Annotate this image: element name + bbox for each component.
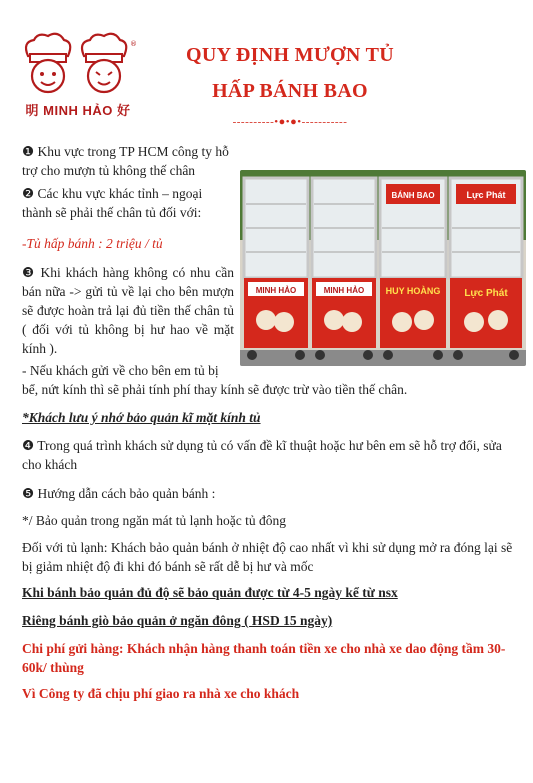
storage-instruction: */ Bảo quản trong ngăn mát tủ lạnh hoặc tủ đông [22,513,286,528]
rule-1: ❶ Khu vực trong TP HCM công ty hỗ trợ cho mượn tủ không thế chân [22,144,229,178]
frozen-shelf-life-note: Riêng bánh giò bảo quản ở ngăn đông ( HSD 15 ngày) [22,613,333,628]
fridge-instruction: Đối với tủ lạnh: Khách bảo quản bánh ở nhiệt độ cao nhất vì khi sử dụng mở ra đóng lại sẽ bị giảm nhiệt độ đi khi đó bánh sẽ rất dễ bị hư và mốc [22,540,513,574]
rule-3-note-part1: - Nếu khách gửi về cho bên em tủ bị [22,363,219,378]
svg-text:®: ® [130,40,137,48]
page-title-line2: HẤP BÁNH BAO [212,80,368,102]
shipping-cost: Chi phí gửi hàng: Khách nhận hàng thanh toán tiền xe cho nhà xe dao động tầm 30-60k/ thùng [22,641,506,675]
cabinet-label-huy-hoang: HUY HOÀNG [385,286,441,296]
cabinet-label-luc-phat: Lực Phát [464,288,508,299]
steamer-cabinets-photo [240,170,526,366]
cabinet-label-banh-bao: BÁNH BAO [391,191,435,200]
shipping-note: Vì Công ty đã chịu phí giao ra nhà xe cho khách [22,686,300,701]
rule-4: ❹ Trong quá trình khách sử dụng tủ có vấn đề kĩ thuật hoặc hư bên em sẽ hỗ trợ đổi, sửa cho khách [22,438,502,472]
cabinet-label-luc-phat-top: Lực Phát [466,190,506,200]
rule-2: ❷ Các khu vực khác tỉnh – ngoại thành sẽ phải thế chân tủ đối với: [22,186,203,220]
page-title-line1: QUY ĐỊNH MƯỢN TỦ [186,44,394,66]
cabinet-label-minh-hao-2: MINH HẢO [323,286,365,295]
shelf-life-note: Khi bánh bảo quản đủ độ sẽ bảo quản được từ 4-5 ngày kể từ nsx [22,585,398,600]
cabinet-label-minh-hao: MINH HẢO [255,286,297,295]
chef-mascots-icon [14,30,142,102]
rule-3: ❸ Khi khách hàng không có nhu cần bán nữa -> gửi tủ về lại cho bên mượn sẽ được hoàn trả lại đủ tiền thế chân tủ ( đối với tủ không bị hư hao về mặt kính ). [22,265,234,356]
brand-name: 明 MINH HẢO 好 [25,103,131,118]
rule-5: ❺ Hướng dẫn cách bảo quản bánh : [22,486,216,501]
rule-3-note-part2: bể, nứt kính thì sẽ phải tính phí thay kính sẽ được trừ vào tiền thế chân. [22,382,408,397]
deposit-amount: -Tủ hấp bánh : 2 triệu / tủ [22,236,163,251]
title-divider: ----------•●•●•----------- [232,116,348,128]
brand-logo [14,30,142,122]
glass-care-note: *Khách lưu ý nhớ bảo quản kĩ mặt kính tủ [22,410,261,425]
